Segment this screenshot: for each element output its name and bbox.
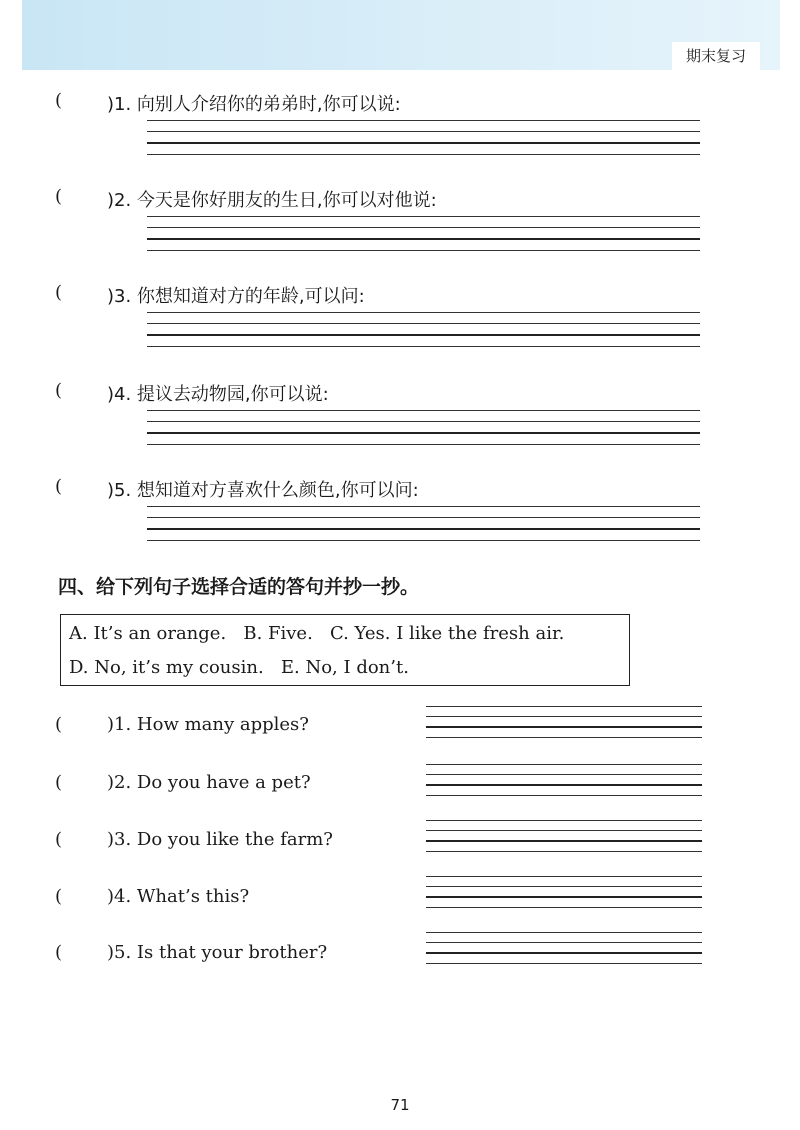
options-row: A. It’s an orange. B. Five. C. Yes. I like the fresh air. bbox=[69, 623, 565, 644]
question-text: )2. Do you have a pet? bbox=[107, 772, 311, 793]
writing-lines[interactable] bbox=[426, 820, 702, 852]
question-item bbox=[55, 886, 415, 926]
writing-lines[interactable] bbox=[147, 216, 700, 251]
page-number: 71 bbox=[390, 1096, 410, 1114]
question-text: )5. 想知道对方喜欢什么颜色,你可以问: bbox=[107, 480, 419, 501]
question-text: )4. 提议去动物园,你可以说: bbox=[107, 384, 329, 405]
answer-paren[interactable]: ( bbox=[55, 380, 63, 401]
answer-options-box bbox=[60, 614, 630, 686]
writing-lines[interactable] bbox=[147, 506, 700, 541]
options-row: D. No, it’s my cousin. E. No, I don’t. bbox=[69, 657, 409, 678]
writing-lines[interactable] bbox=[147, 312, 700, 347]
question-text: )3. Do you like the farm? bbox=[107, 829, 333, 850]
question-item bbox=[55, 942, 415, 982]
answer-paren[interactable]: ( bbox=[55, 476, 63, 497]
question-block bbox=[55, 380, 705, 470]
answer-paren[interactable]: ( bbox=[55, 90, 63, 111]
writing-lines[interactable] bbox=[147, 410, 700, 445]
section-tab: 期末复习 bbox=[672, 42, 760, 70]
answer-paren[interactable]: ( bbox=[55, 282, 63, 303]
writing-lines[interactable] bbox=[426, 706, 702, 738]
section-title: 四、给下列句子选择合适的答句并抄一抄。 bbox=[58, 576, 420, 598]
question-block bbox=[55, 90, 705, 180]
question-text: )5. Is that your brother? bbox=[107, 942, 328, 963]
question-item bbox=[55, 772, 415, 812]
question-text: )4. What’s this? bbox=[107, 886, 250, 907]
question-block bbox=[55, 476, 705, 566]
writing-lines[interactable] bbox=[147, 120, 700, 155]
question-item bbox=[55, 714, 415, 754]
writing-lines[interactable] bbox=[426, 932, 702, 964]
answer-paren[interactable]: ( bbox=[55, 714, 63, 735]
question-text: )2. 今天是你好朋友的生日,你可以对他说: bbox=[107, 190, 437, 211]
question-block bbox=[55, 282, 705, 372]
writing-lines[interactable] bbox=[426, 876, 702, 908]
question-text: )3. 你想知道对方的年龄,可以问: bbox=[107, 286, 365, 307]
answer-paren[interactable]: ( bbox=[55, 886, 63, 907]
question-text: )1. How many apples? bbox=[107, 714, 309, 735]
question-text: )1. 向别人介绍你的弟弟时,你可以说: bbox=[107, 94, 401, 115]
question-block bbox=[55, 186, 705, 276]
answer-paren[interactable]: ( bbox=[55, 772, 63, 793]
answer-paren[interactable]: ( bbox=[55, 186, 63, 207]
answer-paren[interactable]: ( bbox=[55, 829, 63, 850]
answer-paren[interactable]: ( bbox=[55, 942, 63, 963]
question-item bbox=[55, 829, 415, 869]
writing-lines[interactable] bbox=[426, 764, 702, 796]
header-band bbox=[22, 0, 780, 70]
